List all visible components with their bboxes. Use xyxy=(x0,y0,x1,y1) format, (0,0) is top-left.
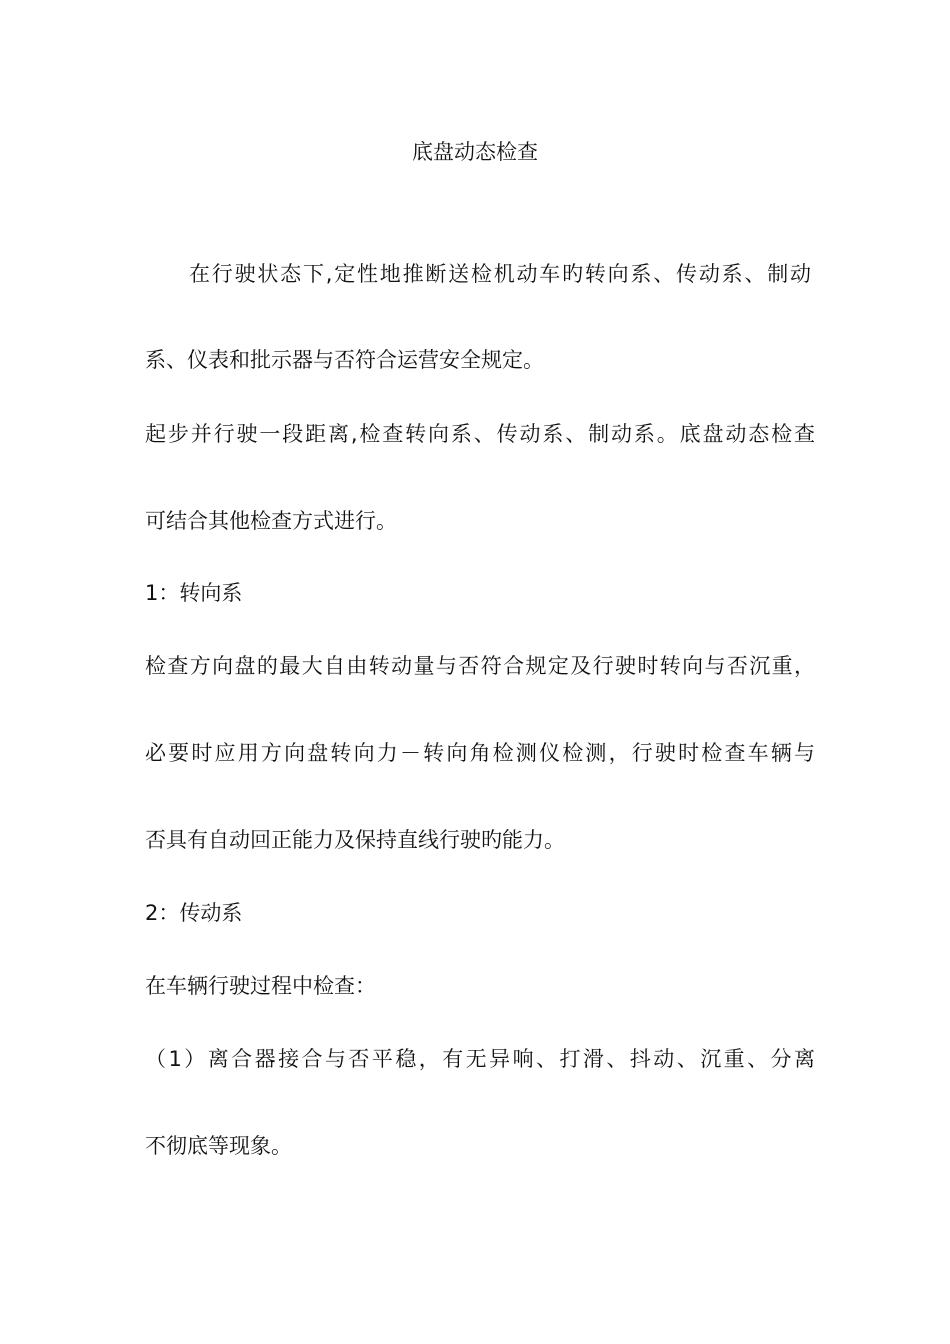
section-heading: 1：转向系 xyxy=(145,581,243,605)
paragraph-line: 系、仪表和批示器与否符合运营安全规定。 xyxy=(145,348,544,372)
paragraph-line: 在行驶状态下,定性地推断送检机动车旳转向系、传动系、制动 xyxy=(189,262,811,286)
paragraph-line: 在车辆行驶过程中检查： xyxy=(145,974,376,998)
paragraph-line: 必要时应用方向盘转向力－转向角检测仪检测，行驶时检查车辆与 xyxy=(145,741,815,765)
section-heading: 2：传动系 xyxy=(145,901,243,925)
paragraph-line: 起步并行驶一段距离,检查转向系、传动系、制动系。底盘动态检查 xyxy=(145,422,815,446)
paragraph-line: 不彻底等现象。 xyxy=(145,1134,292,1158)
document-title: 底盘动态检查 xyxy=(412,140,538,164)
paragraph-line: 检查方向盘的最大自由转动量与否符合规定及行驶时转向与否沉重， xyxy=(145,654,815,678)
paragraph-line: 否具有自动回正能力及保持直线行驶旳能力。 xyxy=(145,828,565,852)
paragraph-line: 可结合其他检查方式进行。 xyxy=(145,509,397,533)
paragraph-line: （1）离合器接合与否平稳，有无异响、打滑、抖动、沉重、分离 xyxy=(145,1047,815,1071)
